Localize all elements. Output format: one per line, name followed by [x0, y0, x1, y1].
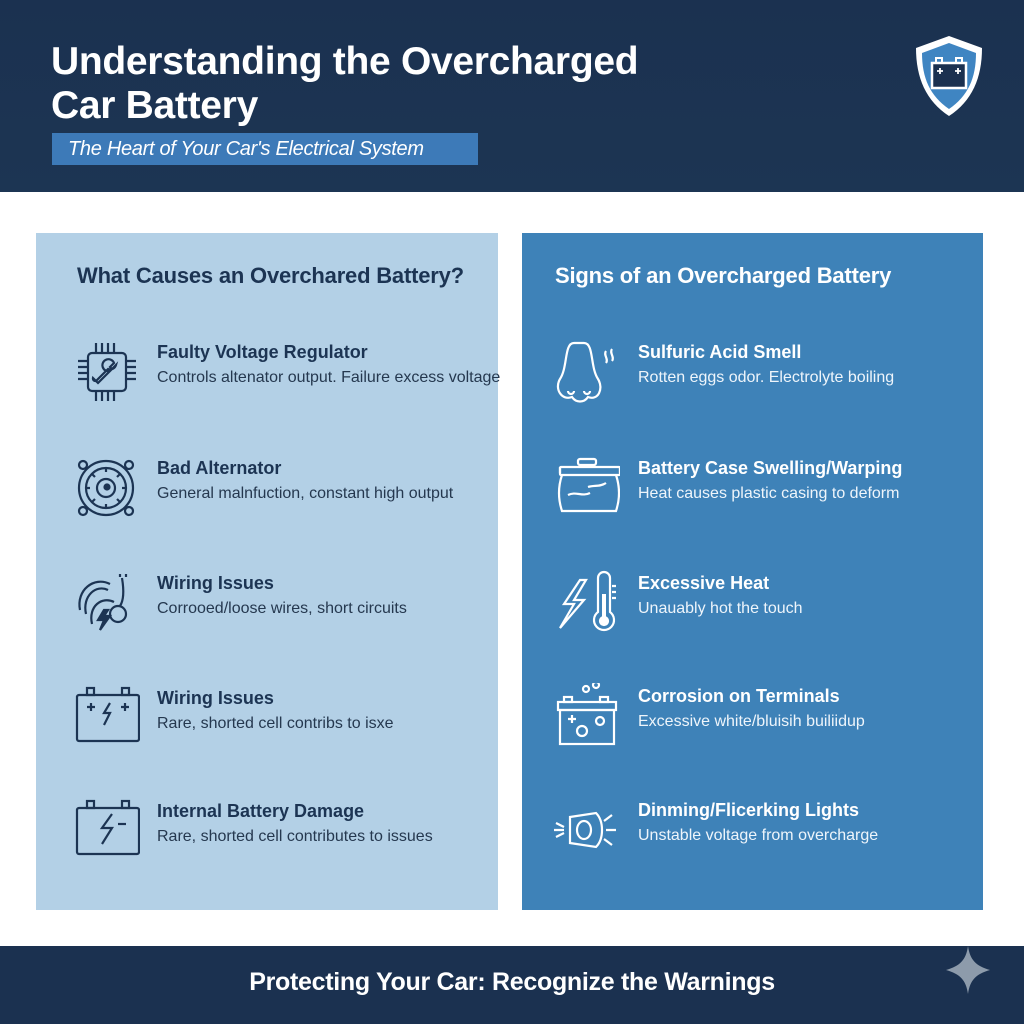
battery-bolt-icon — [74, 685, 140, 751]
sign-item — [522, 455, 983, 535]
wiring-spark-icon — [74, 570, 140, 636]
cause-item — [36, 339, 501, 419]
page-title — [51, 40, 638, 128]
cause-item — [36, 455, 498, 535]
sign-title: Dinming/Flicerking Lights — [638, 800, 860, 820]
sparkle-icon — [942, 946, 994, 994]
swollen-battery-icon — [554, 455, 620, 521]
sign-desc: Rotten eggs odor. Electrolyte boiling — [638, 369, 895, 386]
sign-title: Corrosion on Terminals — [638, 686, 840, 706]
cause-title: Wiring Issues — [157, 688, 274, 708]
title-line-1: Understanding the Overcharged — [51, 40, 639, 83]
title-line-2: Car Battery — [51, 84, 258, 127]
sign-title: Battery Case Swelling/Warping — [638, 458, 903, 478]
sign-item — [522, 797, 983, 877]
signs-panel — [522, 233, 983, 910]
battery-damage-icon — [74, 798, 140, 864]
signs-title: Signs of an Overcharged Battery — [555, 263, 892, 288]
sign-item — [522, 683, 983, 763]
sign-item — [522, 570, 983, 650]
alternator-icon — [74, 455, 140, 521]
footer-banner — [0, 946, 1024, 1024]
subtitle-banner: The Heart of Your Car's Electrical System — [52, 133, 478, 165]
sign-item — [522, 339, 983, 419]
cause-desc: General malnfuction, constant high output — [157, 485, 454, 502]
cause-title: Wiring Issues — [157, 573, 274, 593]
cause-desc: Controls altenator output. Failure excess voltage — [157, 369, 501, 386]
heat-thermometer-icon — [554, 570, 620, 636]
headlight-icon — [554, 797, 620, 863]
cause-title: Bad Alternator — [157, 458, 282, 478]
cause-title: Internal Battery Damage — [157, 801, 365, 821]
cause-desc: Corrooed/loose wires, short circuits — [157, 600, 407, 617]
sign-title: Sulfuric Acid Smell — [638, 342, 802, 362]
cause-item — [36, 570, 498, 650]
causes-title: What Causes an Overchared Battery? — [77, 263, 464, 288]
cause-item — [36, 798, 498, 878]
footer-text: Protecting Your Car: Recognize the Warnings — [249, 968, 775, 996]
nose-smell-icon — [554, 339, 620, 405]
sign-desc: Excessive white/bluisih builiidup — [638, 713, 865, 730]
header-banner — [0, 0, 1024, 192]
cause-desc: Rare, shorted cell contribs to isxe — [157, 715, 394, 732]
causes-panel — [36, 233, 501, 910]
cause-item — [36, 685, 498, 765]
sign-title: Excessive Heat — [638, 573, 770, 593]
cause-desc: Rare, shorted cell contributes to issues — [157, 828, 433, 845]
cause-title: Faulty Voltage Regulator — [157, 342, 368, 362]
sign-desc: Heat causes plastic casing to deform — [638, 485, 900, 502]
chip-wrench-icon — [74, 339, 140, 405]
sign-desc: Unstable voltage from overcharge — [638, 827, 879, 844]
shield-battery-icon — [912, 33, 986, 119]
corroded-battery-icon — [554, 683, 620, 749]
sign-desc: Unauably hot the touch — [638, 600, 803, 617]
